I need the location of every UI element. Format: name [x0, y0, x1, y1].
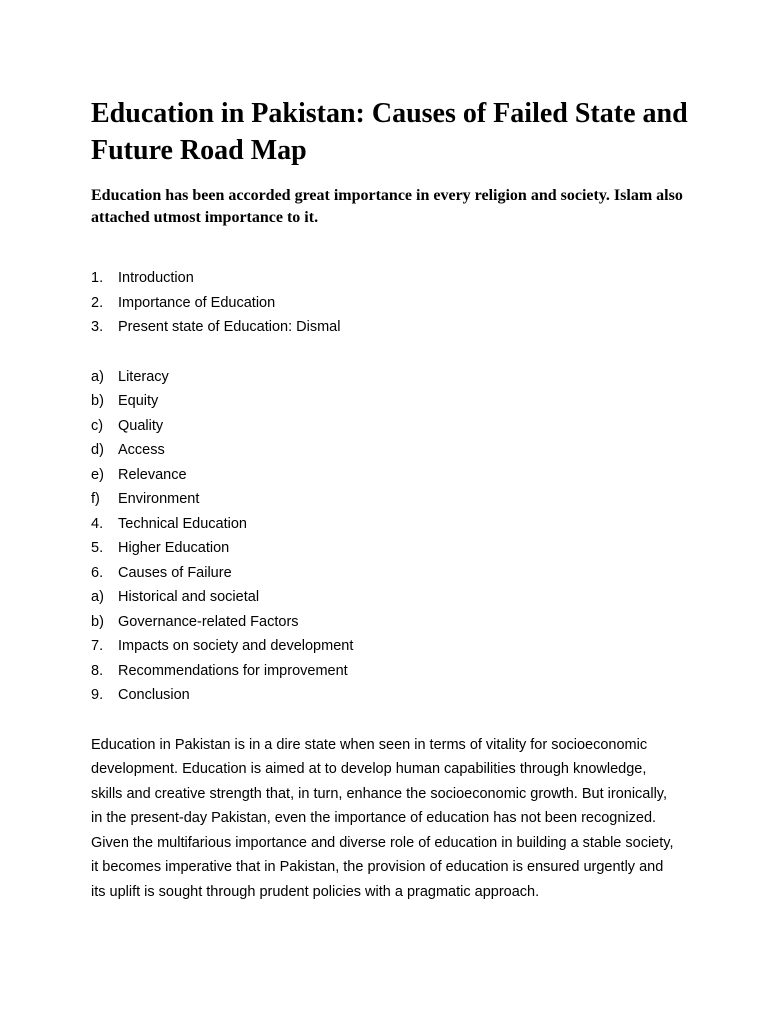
- list-item: [91, 487, 691, 512]
- list-marker: 4.: [91, 515, 104, 532]
- outline-list-sub: [91, 365, 691, 708]
- list-marker: 6.: [91, 564, 104, 581]
- document-subtitle: Education has been accorded great importance in every religion and society. Islam also attached utmost importance to it.: [91, 187, 683, 226]
- list-marker: a): [91, 589, 104, 605]
- list-item-text: Impacts on society and development: [118, 638, 354, 654]
- list-item: [91, 561, 691, 586]
- list-marker: d): [91, 442, 104, 458]
- list-item-text: Conclusion: [118, 687, 190, 703]
- list-marker: c): [91, 417, 104, 434]
- list-marker: f): [91, 491, 100, 507]
- list-marker: b): [91, 393, 104, 409]
- list-item: [91, 291, 691, 316]
- list-marker: 7.: [91, 638, 104, 654]
- list-item: [91, 266, 691, 291]
- list-item-text: Governance-related Factors: [118, 613, 299, 630]
- list-item-text: Equity: [118, 393, 159, 409]
- list-item: [91, 463, 691, 488]
- list-item: [91, 414, 691, 439]
- list-item: [91, 389, 691, 414]
- list-marker: 5.: [91, 540, 104, 556]
- list-item-text: Present state of Education: Dismal: [118, 319, 341, 335]
- list-item-text: Introduction: [118, 270, 194, 286]
- list-item: [91, 536, 691, 561]
- list-item-text: Recommendations for improvement: [118, 662, 348, 679]
- list-marker: a): [91, 368, 104, 385]
- list-item-text: Environment: [118, 491, 200, 507]
- list-marker: 2.: [91, 294, 104, 311]
- list-marker: b): [91, 613, 104, 630]
- list-item-text: Relevance: [118, 466, 187, 483]
- list-item: [91, 365, 691, 390]
- list-item: [91, 512, 691, 537]
- list-item: [91, 585, 691, 610]
- list-marker: e): [91, 466, 104, 483]
- list-item-text: Importance of Education: [118, 294, 276, 311]
- list-item-text: Historical and societal: [118, 589, 260, 605]
- list-item-text: Causes of Failure: [118, 564, 232, 581]
- list-item: [91, 634, 691, 659]
- list-marker: 8.: [91, 662, 104, 679]
- document-page: [91, 95, 691, 904]
- list-item: [91, 610, 691, 635]
- list-marker: 9.: [91, 687, 104, 703]
- list-item-text: Access: [118, 442, 165, 458]
- list-marker: 3.: [91, 319, 104, 335]
- list-item: [91, 659, 691, 684]
- outline-list-main: [91, 266, 691, 340]
- list-item-text: Quality: [118, 417, 164, 434]
- list-item: [91, 438, 691, 463]
- intro-paragraph: Education in Pakistan is in a dire state when seen in terms of vitality for socioeconomic development. Education is aimed at to develop human capabilities through knowledge, skills and creative strength that, in turn, enhance the socioeconomic growth. But ironically, in the present-day Pakistan, even the importance of education has not been recognized. Given the multifarious importance and diverse role of education in building a stable society, it becomes imperative that in Pakistan, the provision of education is ensured urgently and its uplift is sought through prudent policies with a pragmatic approach.: [91, 736, 674, 900]
- list-item: [91, 315, 691, 340]
- list-item-text: Higher Education: [118, 540, 230, 556]
- list-item-text: Literacy: [118, 368, 169, 385]
- list-item-text: Technical Education: [118, 515, 247, 532]
- list-item: [91, 683, 691, 708]
- list-marker: 1.: [91, 270, 104, 286]
- document-title: Education in Pakistan: Causes of Failed State and Future Road Map: [91, 98, 688, 166]
